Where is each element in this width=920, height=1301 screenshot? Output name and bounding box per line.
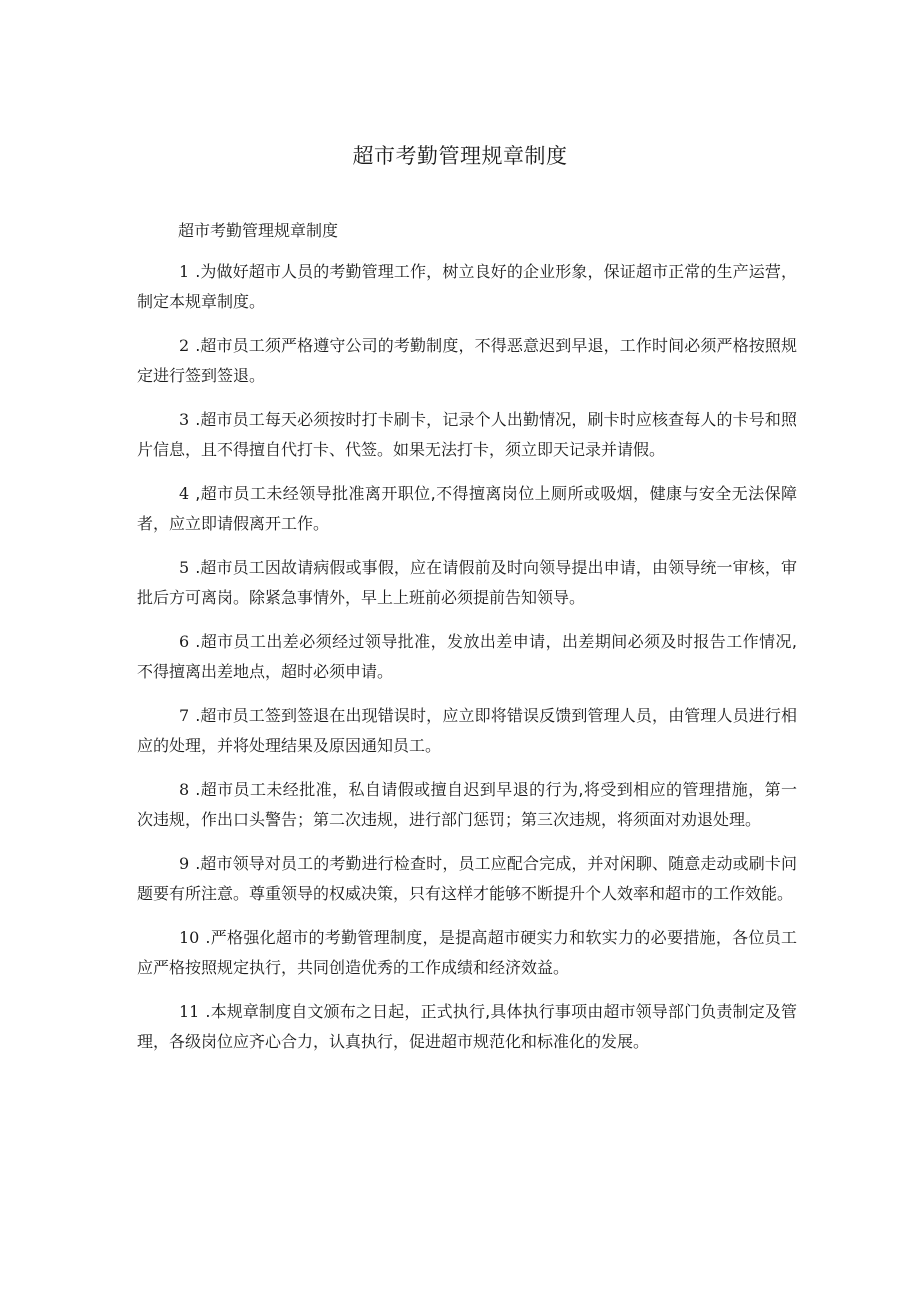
paragraph-text: .超市员工签到签退在出现错误时，应立即将错误反馈到管理人员，由管理人员进行相应的处理，并将处理结果及原因通知员工。 <box>137 706 797 755</box>
paragraph-number: 2 <box>179 336 190 355</box>
paragraph-text: .超市员工未经批准，私自请假或擅自迟到早退的行为,将受到相应的管理措施，第一次违规，作出口头警告；第二次违规，进行部门惩罚；第三次违规，将须面对劝退处理。 <box>137 780 797 829</box>
paragraph-text: .本规章制度自文颁布之日起，正式执行,具体执行事项由超市领导部门负责制定及管理，各级岗位应齐心合力，认真执行，促进超市规范化和标准化的发展。 <box>137 1002 797 1051</box>
paragraph-number: 10 <box>179 928 200 947</box>
paragraph-9 <box>137 849 797 909</box>
paragraph-10 <box>137 923 797 983</box>
paragraph-text: .超市员工因故请病假或事假，应在请假前及时向领导提出申请，由领导统一审核，审批后方可离岗。除紧急事情外，早上上班前必须提前告知领导。 <box>137 558 797 607</box>
paragraph-number: 1 <box>179 262 190 281</box>
paragraph-text: .为做好超市人员的考勤管理工作，树立良好的企业形象，保证超市正常的生产运营，制定本规章制度。 <box>137 262 797 311</box>
paragraph-text: ,超市员工未经领导批准离开职位,不得擅离岗位上厕所或吸烟，健康与安全无法保障者，应立即请假离开工作。 <box>137 484 797 533</box>
paragraph-number: 11 <box>179 1002 200 1021</box>
paragraph-text: .超市员工须严格遵守公司的考勤制度，不得恶意迟到早退，工作时间必须严格按照规定进行签到签退。 <box>137 336 797 385</box>
paragraph-number: 6 <box>179 632 190 651</box>
paragraph-text: .超市员工出差必须经过领导批准，发放出差申请，出差期间必须及时报告工作情况,不得擅离出差地点，超时必须申请。 <box>137 632 797 681</box>
document-body <box>137 257 797 1071</box>
paragraph-text: .严格强化超市的考勤管理制度，是提高超市硬实力和软实力的必要措施，各位员工应严格按照规定执行，共同创造优秀的工作成绩和经济效益。 <box>137 928 797 977</box>
paragraph-number: 8 <box>179 780 190 799</box>
paragraph-6 <box>137 627 797 687</box>
document-title: 超市考勤管理规章制度 <box>352 144 568 168</box>
paragraph-text: .超市领导对员工的考勤进行检查时，员工应配合完成，并对闲聊、随意走动或刷卡问题要有所注意。尊重领导的权威决策，只有这样才能够不断提升个人效率和超市的工作效能。 <box>137 854 797 903</box>
paragraph-8 <box>137 775 797 835</box>
paragraph-text: .超市员工每天必须按时打卡刷卡，记录个人出勤情况，刷卡时应核查每人的卡号和照片信息，且不得擅自代打卡、代签。如果无法打卡，须立即天记录并请假。 <box>137 410 797 459</box>
paragraph-number: 5 <box>179 558 190 577</box>
paragraph-number: 3 <box>179 410 190 429</box>
paragraph-5 <box>137 553 797 613</box>
paragraph-2 <box>137 331 797 391</box>
paragraph-number: 9 <box>179 854 190 873</box>
paragraph-3 <box>137 405 797 465</box>
document-subtitle: 超市考勤管理规章制度 <box>178 221 339 240</box>
paragraph-11 <box>137 997 797 1057</box>
paragraph-7 <box>137 701 797 761</box>
paragraph-number: 4 <box>179 484 190 503</box>
paragraph-4 <box>137 479 797 539</box>
paragraph-1 <box>137 257 797 317</box>
paragraph-number: 7 <box>179 706 190 725</box>
